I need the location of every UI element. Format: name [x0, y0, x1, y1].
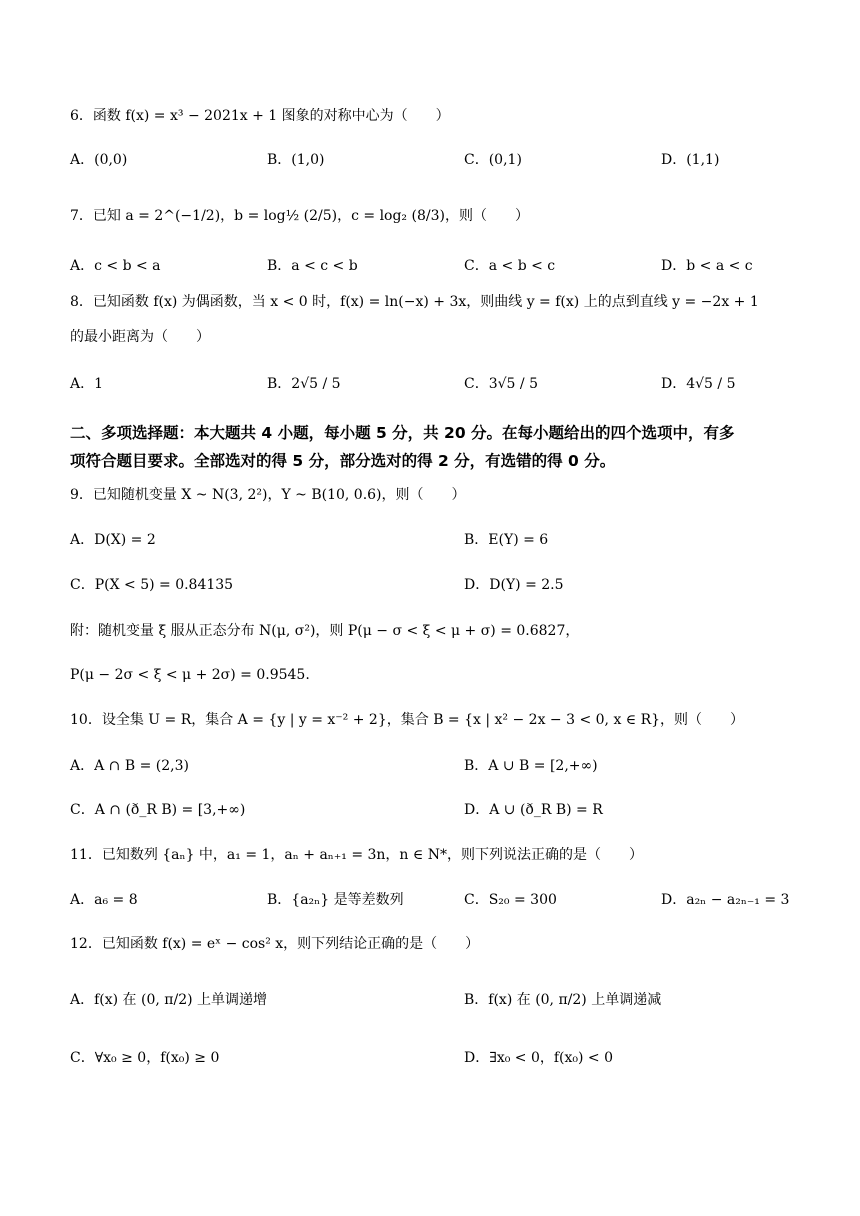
q12-option-a: A．f(x) 在 (0, π/2) 上单调递增: [70, 992, 268, 1008]
q6-option-a: A．(0,0): [70, 152, 128, 168]
q8-option-b: B．2√5 / 5: [267, 376, 341, 392]
section-header-line2: 项符合题目要求。全部选对的得 5 分，部分选对的得 2 分，有选错的得 0 分。: [70, 452, 616, 470]
section-header-line1: 二、多项选择题：本大题共 4 小题，每小题 5 分，共 20 分。在每小题给出的四个选项中，有多: [70, 424, 735, 442]
q9-note-line2: P(μ − 2σ < ξ < μ + 2σ) = 0.9545.: [70, 667, 310, 683]
q6-option-d: D．(1,1): [661, 152, 720, 168]
q12-option-d: D．∃x₀ < 0，f(x₀) < 0: [464, 1050, 614, 1066]
q12-stem: 12．已知函数 f(x) = eˣ − cos² x，则下列结论正确的是（ ）: [70, 936, 480, 952]
q9-option-a: A．D(X) = 2: [70, 532, 156, 548]
q7-option-a: A．c < b < a: [70, 258, 161, 274]
q10-option-c: C．A ∩ (ð_R B) = [3,+∞): [70, 802, 246, 818]
q9-stem: 9．已知随机变量 X ~ N(3, 2²)，Y ~ B(10, 0.6)，则（ ）: [70, 487, 466, 503]
q10-option-b: B．A ∪ B = [2,+∞): [464, 758, 598, 774]
q11-option-b: B．{a₂ₙ} 是等差数列: [267, 892, 404, 908]
q9-option-c: C．P(X < 5) = 0.84135: [70, 577, 234, 593]
q12-option-c: C．∀x₀ ≥ 0，f(x₀) ≥ 0: [70, 1050, 220, 1066]
q9-note-line1: 附：随机变量 ξ 服从正态分布 N(μ, σ²)，则 P(μ − σ < ξ < μ + σ) = 0.6827，: [70, 623, 580, 639]
q8-stem-line1: 8．已知函数 f(x) 为偶函数，当 x < 0 时，f(x) = ln(−x) + 3x，则曲线 y = f(x) 上的点到直线 y = −2x + 1: [70, 294, 759, 310]
q7-option-d: D．b < a < c: [661, 258, 753, 274]
q8-option-a: A．1: [70, 376, 104, 392]
q8-option-d: D．4√5 / 5: [661, 376, 736, 392]
q10-option-d: D．A ∪ (ð_R B) = R: [464, 802, 603, 818]
q9-option-b: B．E(Y) = 6: [464, 532, 549, 548]
q12-option-b: B．f(x) 在 (0, π/2) 上单调递减: [464, 992, 662, 1008]
q8-stem-line2: 的最小距离为（ ）: [70, 329, 210, 345]
q6-option-b: B．(1,0): [267, 152, 325, 168]
q11-stem: 11．已知数列 {aₙ} 中，a₁ = 1，aₙ + aₙ₊₁ = 3n，n ∈ N*，则下列说法正确的是（ ）: [70, 847, 643, 863]
q11-option-c: C．S₂₀ = 300: [464, 892, 557, 908]
q7-stem: 7．已知 a = 2^(−1/2)，b = log½ (2/5)，c = log₂ (8/3)，则（ ）: [70, 208, 529, 224]
q9-option-d: D．D(Y) = 2.5: [464, 577, 564, 593]
q7-option-c: C．a < b < c: [464, 258, 556, 274]
q6-option-c: C．(0,1): [464, 152, 522, 168]
q8-option-c: C．3√5 / 5: [464, 376, 538, 392]
q10-stem: 10．设全集 U = R，集合 A = {y | y = x⁻² + 2}，集合 B = {x | x² − 2x − 3 < 0, x ∈ R}，则（ ）: [70, 712, 745, 728]
q6-stem: 6．函数 f(x) = x³ − 2021x + 1 图象的对称中心为（ ）: [70, 108, 450, 124]
q11-option-d: D．a₂ₙ − a₂ₙ₋₁ = 3: [661, 892, 790, 908]
q7-option-b: B．a < c < b: [267, 258, 358, 274]
q10-option-a: A．A ∩ B = (2,3): [70, 758, 189, 774]
q11-option-a: A．a₆ = 8: [70, 892, 138, 908]
